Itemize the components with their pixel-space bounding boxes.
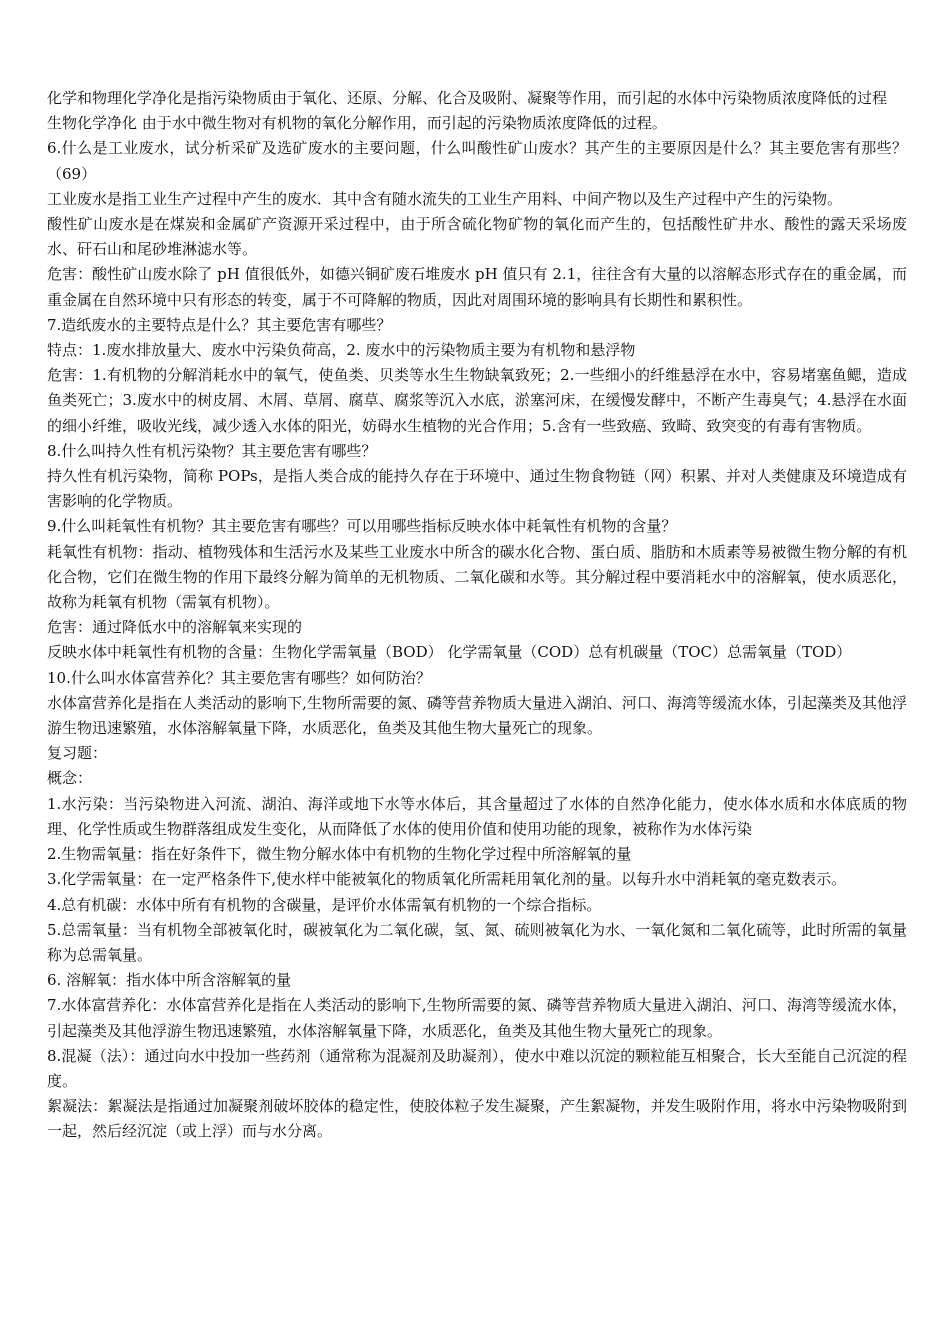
document-body [47, 86, 907, 1145]
concept-7: 7.水体富营养化：水体富营养化是指在人类活动的影响下,生物所需要的氮、磷等营养物质大量进入湖泊、河口、海湾等缓流水体，引起藻类及其他浮游生物迅速繁殖，水体溶解氧量下降，水质恶化，鱼类及其他生物大量死亡的现象。 [47, 996, 907, 1040]
paragraph-oxygen-consuming-organics: 耗氧性有机物：指动、植物残体和生活污水及某些工业废水中所含的碳水化合物、蛋白质、脂肪和木质素等易被微生物分解的有机化合物，它们在微生物的作用下最终分解为简单的无机物质、二氧化碳和水等。其分解过程中要消耗水中的溶解氧，使水质恶化，故称为耗氧有机物（需氧有机物）。 [47, 542, 907, 612]
paragraph-paper-wastewater-hazards: 危害：1.有机物的分解消耗水中的氧气，使鱼类、贝类等水生生物缺氧致死；2.一些细小的纤维悬浮在水中，容易堵塞鱼鳃，造成鱼类死亡；3.废水中的树皮屑、木屑、草屑、腐草、腐浆等沉入水底，淤塞河床，在缓慢发酵中，不断产生毒臭气；4.悬浮在水面的细小纤维，吸收光线，减少透入水体的阳光，妨碍水生植物的光合作用；5.含有一些致癌、致畸、致突变的有毒有害物质。 [47, 366, 907, 435]
concept-5: 5.总需氧量：当有机物全部被氧化时，碳被氧化为二氧化碳，氢、氮、硫则被氧化为水、一氧化氮和二氧化硫等，此时所需的氧量称为总需氧量。 [47, 920, 907, 964]
paragraph-eutrophication: 水体富营养化是指在人类活动的影响下,生物所需要的氮、磷等营养物质大量进入湖泊、河口、海湾等缓流水体，引起藻类及其他浮游生物迅速繁殖，水体溶解氧量下降，水质恶化，鱼类及其他生物大量死亡的现象。 [47, 693, 907, 738]
paragraph-acid-mine-hazard: 危害：酸性矿山废水除了 pH 值很低外，如德兴铜矿废石堆废水 pH 值只有 2.1，往往含有大量的以溶解态形式存在的重金属，而重金属在自然环境中只有形态的转变，属于不可降解的物质，因此对周围环境的影响具有长期性和累积性。 [47, 265, 907, 309]
paragraph-oxygen-consuming-hazard: 危害：通过降低水中的溶解氧来实现的 [47, 618, 303, 637]
concept-2: 2.生物需氧量：指在好条件下，微生物分解水体中有机物的生物化学过程中所溶解氧的量 [47, 845, 632, 864]
paragraph-acid-mine-wastewater: 酸性矿山废水是在煤炭和金属矿产资源开采过程中，由于所含硫化物矿物的氧化而产生的，包括酸性矿井水、酸性的露天采场废水、矸石山和尾砂堆淋滤水等。 [47, 215, 907, 259]
concept-4: 4.总有机碳：水体中所有有机物的含碳量，是评价水体需氧有机物的一个综合指标。 [47, 895, 602, 914]
paragraph-indicators: 反映水体中耗氧性有机物的含量：生物化学需氧量（BOD） 化学需氧量（COD）总有机碳量（TOC）总需氧量（TOD） [47, 643, 852, 662]
heading-review: 复习题： [47, 744, 108, 763]
question-10: 10.什么叫水体富营养化？其主要危害有哪些？如何防治？ [47, 668, 431, 687]
heading-concepts: 概念： [47, 769, 93, 788]
concept-8: 8.混凝（法）：通过向水中投加一些药剂（通常称为混凝剂及助凝剂），使水中难以沉淀的颗粒能互相聚合，长大至能自己沉淀的程度。 [47, 1046, 907, 1090]
paragraph-industrial-wastewater: 工业废水是指工业生产过程中产生的废水．其中含有随水流失的工业生产用料、中间产物以及生产过程中产生的污染物。 [47, 189, 843, 208]
concept-6: 6. 溶解氧：指水体中所含溶解氧的量 [47, 971, 292, 990]
concept-3: 3.化学需氧量：在一定严格条件下,使水样中能被氧化的物质氧化所需耗用氧化剂的量。以每升水中消耗氧的毫克数表示。 [47, 870, 847, 889]
paragraph-chemical-purification: 化学和物理化学净化是指污染物质由于氧化、还原、分解、化合及吸附、凝聚等作用，而引起的水体中污染物质浓度降低的过程 [47, 89, 888, 107]
paragraph-paper-wastewater-features: 特点：1.废水排放量大、废水中污染负荷高，2. 废水中的污染物质主要为有机物和悬浮物 [47, 341, 636, 360]
paragraph-biochemical-purification: 生物化学净化 由于水中微生物对有机物的氧化分解作用，而引起的污染物质浓度降低的过程。 [47, 114, 667, 133]
question-7: 7.造纸废水的主要特点是什么？其主要危害有哪些？ [47, 315, 392, 334]
question-8: 8.什么叫持久性有机污染物？其主要危害有哪些？ [47, 441, 377, 460]
concept-1: 1.水污染：当污染物进入河流、湖泊、海洋或地下水等水体后，其含量超过了水体的自然净化能力，使水体水质和水体底质的物理、化学性质或生物群落组成发生变化，从而降低了水体的使用价值和使用功能的现象，被称作为水体污染 [47, 794, 907, 838]
question-9: 9.什么叫耗氧性有机物？其主要危害有哪些？可以用哪些指标反映水体中耗氧性有机物的含量？ [47, 517, 677, 536]
question-6: 6.什么是工业废水，试分析采矿及选矿废水的主要问题，什么叫酸性矿山废水？其产生的主要原因是什么？其主要危害有那些？（69） [47, 139, 907, 183]
concept-flocculation: 絮凝法：絮凝法是指通过加凝聚剂破坏胶体的稳定性，使胶体粒子发生凝聚，产生絮凝物，并发生吸附作用，将水中污染物吸附到一起，然后经沉淀（或上浮）而与水分离。 [47, 1097, 907, 1141]
paragraph-pops: 持久性有机污染物，简称 POPs，是指人类合成的能持久存在于环境中、通过生物食物链（网）积累、并对人类健康及环境造成有害影响的化学物质。 [47, 467, 907, 511]
